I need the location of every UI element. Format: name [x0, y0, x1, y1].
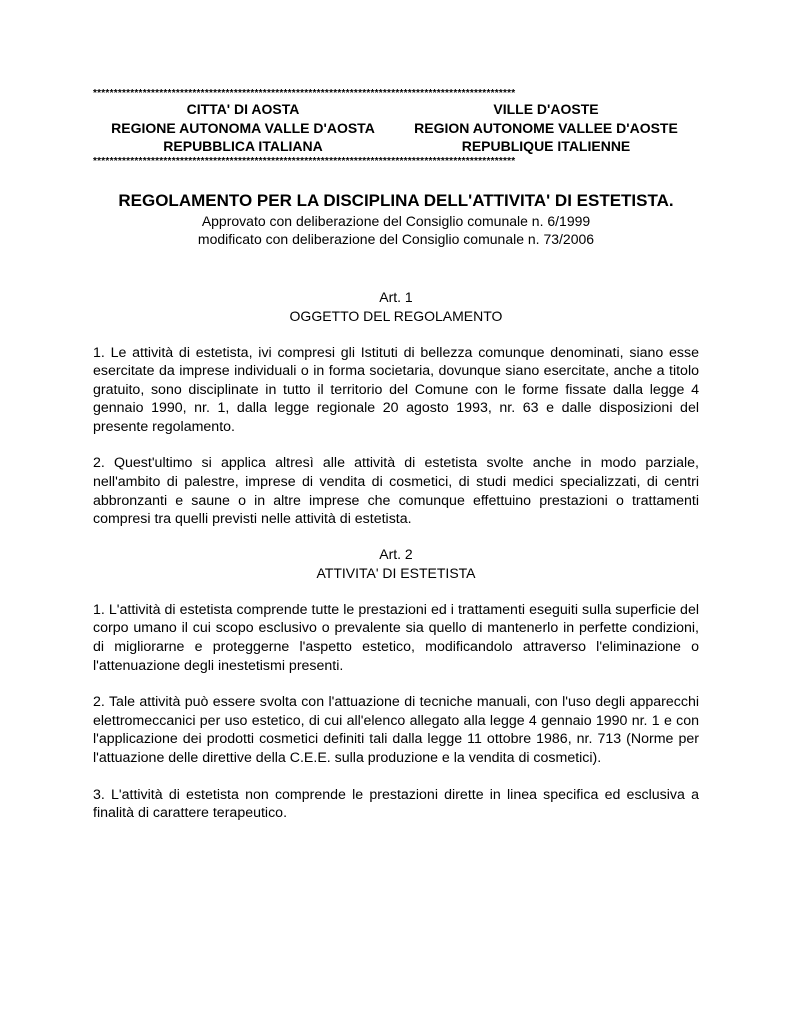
- document-title: REGOLAMENTO PER LA DISCIPLINA DELL'ATTIVITA' DI ESTETISTA.: [118, 190, 674, 210]
- modification-line: modificato con deliberazione del Consiglio comunale n. 73/2006: [197, 230, 595, 247]
- header-region-fr: REGION AUTONOME VALLEE D'AOSTE: [414, 119, 678, 136]
- approval-line: Approvato con deliberazione del Consiglio comunale n. 6/1999: [201, 212, 591, 229]
- article-2-heading: [93, 545, 699, 583]
- header-row-3: [93, 137, 699, 156]
- header-republic-fr: REPUBLIQUE ITALIENNE: [461, 138, 631, 154]
- article-2-title: ATTIVITA' DI ESTETISTA: [316, 564, 476, 581]
- article-1-number: Art. 1: [379, 288, 413, 305]
- article-2-paragraph-1: 1. L'attività di estetista comprende tutte le prestazioni ed i trattamenti eseguiti sulla superficie del corpo umano il cui scopo esclusivo o prevalente sia quello di mantenerlo in perfette condizioni, di migliorarne e proteggerne l'aspetto estetico, modificandolo attraverso l'eliminazione o l'attenuazione degli inestetismi presenti.: [93, 601, 699, 674]
- article-1-title: OGGETTO DEL REGOLAMENTO: [289, 307, 503, 324]
- header-bottom-rule: ******************************************************************************************************: [93, 155, 516, 167]
- header-city-it: CITTA' DI AOSTA: [186, 101, 300, 117]
- article-1-paragraph-1: 1. Le attività di estetista, ivi compresi gli Istituti di bellezza comunque denominati, siano esse esercitate da imprese individuali o in forma societaria, dovunque siano esercitate, anche a titolo gratuito, sono disciplinate in tutto il territorio del Comune con le forme fissate dalla legge 4 gennaio 1990, nr. 1, dalla legge regionale 20 agosto 1993, nr. 63 e dalle disposizioni del presente regolamento.: [93, 344, 699, 435]
- header-top-rule: ******************************************************************************************************: [93, 88, 516, 99]
- header-region-it: REGIONE AUTONOMA VALLE D'AOSTA: [111, 119, 375, 136]
- header-republic-it: REPUBBLICA ITALIANA: [163, 138, 323, 154]
- article-2-number: Art. 2: [379, 545, 413, 562]
- article-1-heading: [93, 288, 699, 326]
- header-row-1: [93, 100, 699, 119]
- article-1-paragraph-2: 2. Quest'ultimo si applica altresì alle attività di estetista svolte anche in modo parziale, nell'ambito di palestre, imprese di vendita di cosmetici, di studi medici specializzati, di centri abbronzanti e saune o in altre imprese che comunque effettuino prestazioni o trattamenti compresi tra quelli previsti nelle attività di estetista.: [93, 455, 699, 528]
- document-page: [93, 88, 699, 823]
- header-city-fr: VILLE D'AOSTE: [493, 101, 599, 117]
- article-2-paragraph-3: 3. L'attività di estetista non comprende le prestazioni dirette in linea specifica ed esclusiva a finalità di carattere terapeutico.: [93, 786, 699, 822]
- article-2-paragraph-2: 2. Tale attività può essere svolta con l'attuazione di tecniche manuali, con l'uso degli apparecchi elettromeccanici per uso estetico, di cui all'elenco allegato alla legge 4 gennaio 1990 nr. 1 e con l'applicazione dei prodotti cosmetici definiti tali dalla legge 11 ottobre 1986, nr. 713 (Norme per l'attuazione delle direttive della C.E.E. sulla produzione e la vendita di cosmetici).: [93, 694, 699, 766]
- header-row-2: [93, 119, 699, 138]
